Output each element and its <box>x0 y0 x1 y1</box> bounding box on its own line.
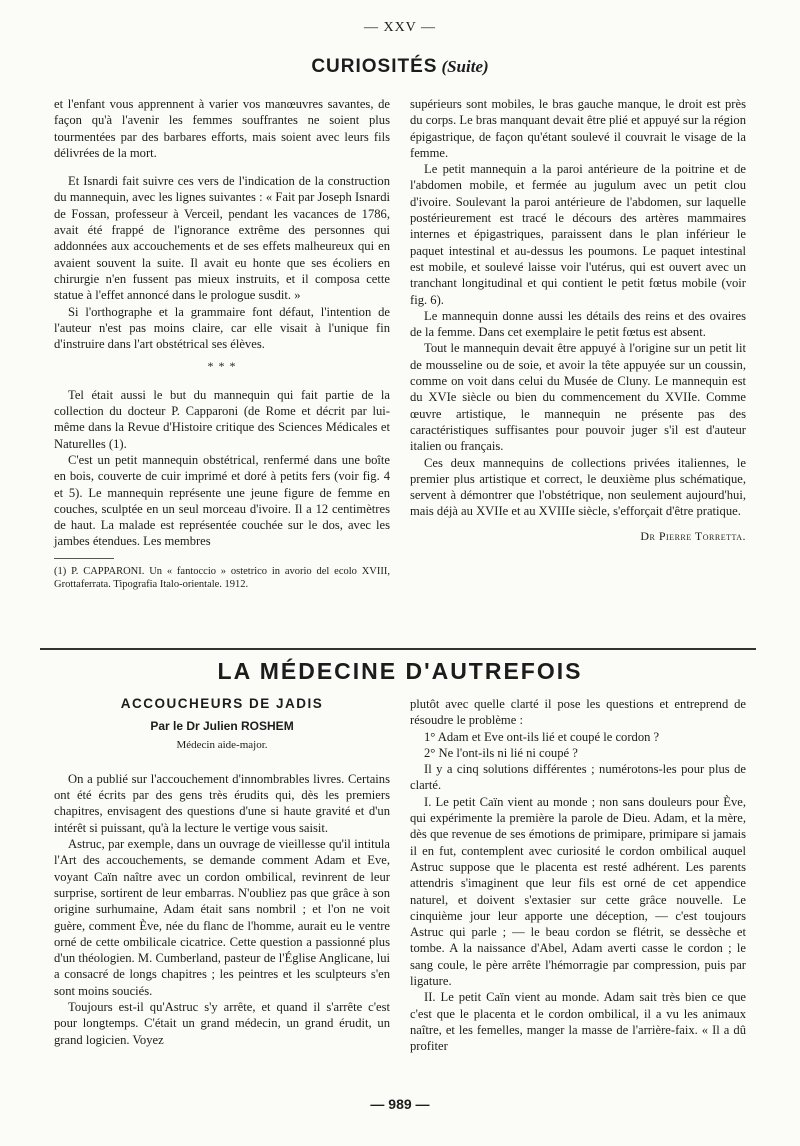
paragraph: Tout le mannequin devait être appuyé à l'origine sur un petit lit de mousseline ou de soie, et avoir la tête appuyée sur un coussin, comme on voit dans celui du Musée de Cluny. Le mannequin est du XVIe siècle ou bien du commencement du XVIIe. Comme œuvre artistique, le mannequin ne présente pas des caractéristiques suffisantes pour pouvoir juger s'il est d'auteur italien ou français. <box>410 341 746 454</box>
paragraph: plutôt avec quelle clarté il pose les questions et entreprend de résoudre le problème : <box>410 697 746 728</box>
curiosites-suite: (Suite) <box>441 57 489 76</box>
footnote-divider <box>54 558 114 559</box>
paragraph: Il y a cinq solutions différentes ; numérotons-les pour plus de clarté. <box>410 762 746 793</box>
medecine-right-column <box>410 696 746 1055</box>
paragraph: On a publié sur l'accouchement d'innombrables livres. Certains ont été écrits par des gens très érudits qui, dès les premiers chapitres, envisagent des questions d'une si haute gravité et d'un intérêt si puissant, qu'à la lecture le vertige vous saisit. <box>54 771 390 835</box>
author-role: Médecin aide-major. <box>176 738 268 751</box>
section-stars: * * * <box>207 359 237 374</box>
section-title-medecine: LA MÉDECINE D'AUTREFOIS <box>217 658 583 684</box>
page-number: — 989 — <box>370 1096 430 1112</box>
section-title-curiosites <box>0 56 800 78</box>
paragraph: Le mannequin donne aussi les détails des reins et des ovaires de la femme. Dans cet exemplaire le petit fœtus est absent. <box>410 308 746 340</box>
curiosites-title: CURIOSITÉS <box>311 56 438 77</box>
paragraph: Ces deux mannequins de collections privées italiennes, le premier plus artistique et correct, le deuxième plus schématique, servent à démontrer que l'obstétrique, non seulement aujourd'hui, mais déjà au XVIIe et au XVIIIe siècle, s'efforçait d'être pratique. <box>410 455 746 519</box>
paragraph: et l'enfant vous apprennent à varier vos manœuvres savantes, de façon qu'à l'avenir les femmes souffrantes ne soient plus tourmentées par des barbares efforts, mais soient avec leurs fils délivrées de la mort. <box>54 97 390 160</box>
paragraph: II. Le petit Caïn vient au monde. Adam sait très bien ce que c'est que le placenta et le cordon ombilical, il a vu les animaux naître, et les femelles, manger la masse de l'arrière-faix. « Il a dû profiter <box>410 990 746 1054</box>
paragraph: Astruc, par exemple, dans un ouvrage de vieillesse qu'il intitula l'Art des accouchements, se demande comment Adam et Eve, voyant Caïn naître avec un cordon ombilical, revinrent de leur surprise, sortirent de leur embarras. N'oubliez pas que grâce à son origine surhumaine, Adam était sans nombril ; et l'on ne voit guère, comment Ève, née du flanc de l'homme, aurait eu le ventre orné de cette ombilicale cicatrice. Cette question a passionné plus d'un théologien. M. Cumberland, pasteur de l'Église Anglicane, lui a consacré de longs chapitres ; les peintres et les sculpteurs s'en sont moins souciés. <box>54 837 390 998</box>
article-title: ACCOUCHEURS DE JADIS <box>120 696 324 711</box>
paragraph: Et Isnardi fait suivre ces vers de l'indication de la construction du mannequin, avec les lignes suivantes : « Fait par Joseph Isnardi de Fossan, professeur à Verceil, pendant les vacances de 1786, avait été frappé de l'ignorance extrême des personnes qui addonnées aux accouchements et de ses effets malheureux qui en avaient souvent la suite. Il avait eu honte que ses écoliers en chirurgie n'en fussent pas mieux instruits, et il composa cette statue à l'effet annoncé dans le prologue susdit. » <box>54 174 390 303</box>
curiosites-left-column <box>54 96 390 591</box>
paragraph: C'est un petit mannequin obstétrical, renfermé dans une boîte en bois, couverte de cuir imprimé et doré à petits fers (voir fig. 4 et 5). Le mannequin représente une jeune figure de femme en couches, sculptée en un seul morceau d'ivoire. Il a 12 centimètres de haut. La malade est représentée couchée sur le dos, avec les jambes étendues. Les membres <box>54 452 390 549</box>
paragraph: Si l'orthographe et la grammaire font défaut, l'intention de l'auteur n'est pas moins claire, car elle visait à l'unique fin d'instruire dans l'art obstétrical ses élèves. <box>54 304 390 352</box>
author-signature: Dr Pierre Torretta. <box>640 528 746 543</box>
paragraph: I. Le petit Caïn vient au monde ; non sans douleurs pour Ève, qui expérimente la première la parole de Dieu. Adam, et la mère, dès que revenue de ses émotions de primipare, primipare si jamais il en fut, contemplent avec curiosité le cordon ombilical auquel Astruc suppose que le placenta est resté adhérent. Les parents attendris s'imaginent que leur fils est orné de cet appendice naturel, et doivent s'extasier sur cette grâce nouvelle. Le cinquième jour leur apporte une déception, — c'est toujours Astruc qui parle ; — le beau cordon se flétrit, se dessèche et tombe. A la naissance d'Abel, Adam averti casse le cordon ; le sang coule, le père arrête l'hémorragie par compression, puis par ligature. <box>410 794 746 989</box>
paragraph: 1° Adam et Eve ont-ils lié et coupé le cordon ? <box>424 729 660 744</box>
medecine-left-column <box>54 696 390 1048</box>
article-byline: Par le Dr Julien ROSHEM <box>150 719 294 734</box>
page-header-roman-numeral: — XXV — <box>363 20 437 35</box>
paragraph: Toujours est-il qu'Astruc s'y arrête, et quand il s'arrête c'est pour longtemps. C'était un grand médecin, un grand érudit, un grand logicien. Voyez <box>54 1000 390 1047</box>
paragraph: Tel était aussi le but du mannequin qui fait partie de la collection du docteur P. Capparoni (de Rome et décrit par lui-même dans la Revue d'Histoire critique des Sciences Médicales et Naturelles (1). <box>54 387 390 451</box>
footnote: (1) P. CAPPARONI. Un « fantoccio » ostetrico in avorio del ecolo XVIII, Grottaferrata. Tipografia Italo-orientale. 1912. <box>54 565 390 590</box>
section-divider <box>40 648 756 650</box>
curiosites-right-column <box>410 96 746 544</box>
paragraph: 2° Ne l'ont-ils ni lié ni coupé ? <box>424 745 578 760</box>
paragraph: supérieurs sont mobiles, le bras gauche manque, le droit est près du corps. Le bras manquant devait être plié et appuyé sur la région épigastrique, de façon qu'étant soulevé il couvrait le visage de la femme. <box>410 97 746 160</box>
paragraph: Le petit mannequin a la paroi antérieure de la poitrine et de l'abdomen mobile, et fermée au jugulum avec un petit clou d'ivoire. Soulevant la paroi antérieure de l'abdomen, sur laquelle postérieurement est tracé le décours des artères mammaires internes et épigastriques, paraissent dans le plan inférieur le paquet intestinal et au-dessus les poumons. Le paquet intestinal est mobile, et soulevé laisse voir l'utérus, qui est ouvert avec un tranchant longitudinal et qui contient le petit fœtus mobile (voir fig. 6). <box>410 162 746 307</box>
